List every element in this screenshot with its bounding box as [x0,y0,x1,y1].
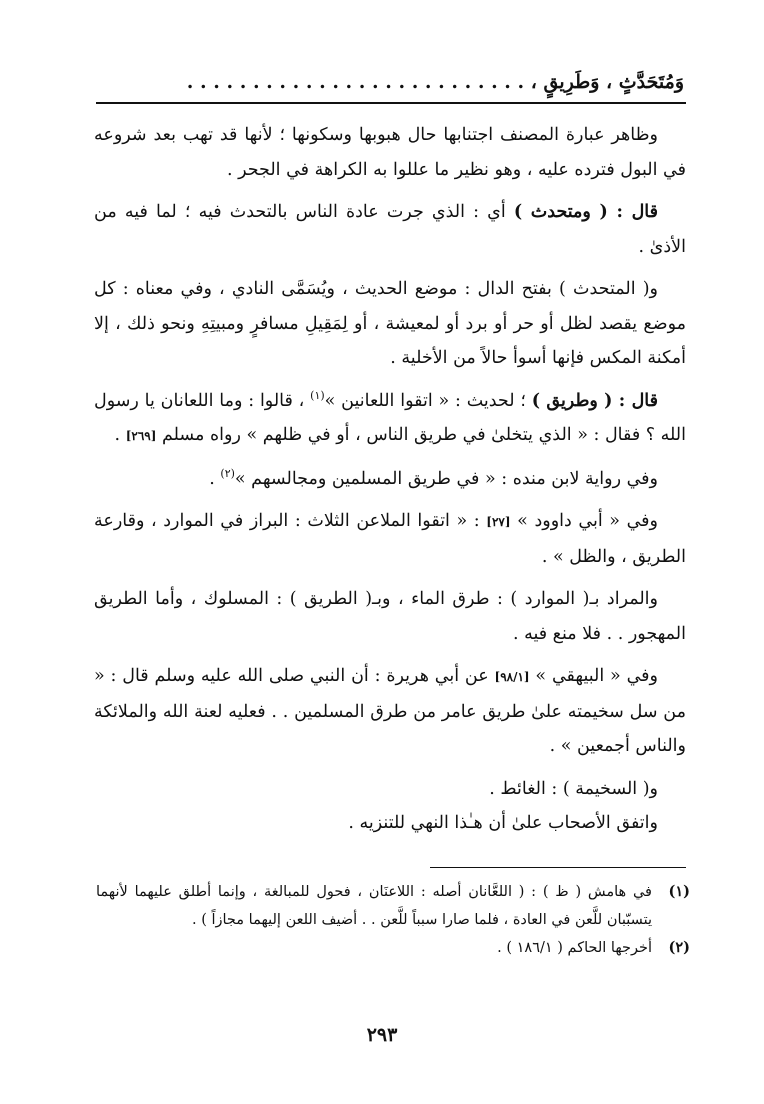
hadith-citation: [٢٧] [486,515,511,529]
main-text [94,118,686,841]
paragraph-10: واتفق الأصحاب علىٰ أن هـٰذا النهي للتنزيه . [348,813,658,833]
footnote-rule [430,867,686,868]
paragraph-5 [94,462,686,497]
matn-quote: قال : ( وطريق ) [531,390,658,411]
footnote-1 [96,878,690,934]
paragraph-1: وظاهر عبارة المصنف اجتنابها حال هبوبها وسكونها ؛ لأنها قد تهب بعد شروعه في البول فترده عليه ، وهو نظير ما عللوا به الكراهة في الجحر . [94,125,686,180]
commentary-text: : « اتقوا الملاعن الثلاث : البراز في الموارد ، وقارعة الطريق ، والظل » . [94,511,686,567]
footnote-number: (٢) [668,939,690,956]
commentary-text: أي : الذي جرت عادة الناس بالتحدث فيه ؛ لما فيه من الأذىٰ . [94,202,686,257]
hadith-citation: [٢٦٩] [125,429,157,443]
commentary-text: ؛ لحديث : « اتقوا اللعانين » [324,390,532,411]
paragraph-9: و( السخيمة ) : الغائط . [489,778,658,799]
paragraph-8 [94,659,686,764]
footnote-2 [96,934,690,962]
paragraph-4 [94,384,686,454]
commentary-text: ، قالوا : وما اللعانان يا رسول الله ؟ فقال : « الذي يتخلىٰ في طريق الناس ، أو في ظلهم » رواه مسلم [94,390,686,445]
running-header [92,62,684,102]
footnotes [96,878,690,962]
footnote-text: في هامش ( ظ ) : ( اللعَّانان أصله : اللاعنَان ، فحول للمبالغة ، وإنما أطلق عليهما لأنهما يتسبّبان للَّعن في العادة ، فلما صارا سبباً للَّعن . . أضيف اللعن إليهما مجازاً ) . [96,884,652,928]
paragraph-3: و( المتحدث ) بفتح الدال : موضع الحديث ، ويُسَمَّى النادي ، وفي معناه : كل موضع يقصد لظل أو حر أو برد أو لمعيشة ، أو لِمَقِيلِ مسافرٍ ومبيتِهِ ونحو ذلك ، إلا أمكنة المكس فإنها أسوأ حالاً من الأخلية . [94,279,686,368]
footnote-ref-1[interactable]: (١) [310,388,325,402]
commentary-text: . [114,425,126,445]
commentary-text: وفي رواية لابن منده : « في طريق المسلمين ومجالسهم » [234,468,658,489]
running-header-title: وَمُتَحَدَّثٍ ، وَطَرِيقٍ ، . . . . . . . . . . . . . . . . . . . . . . . . . . [186,71,684,93]
hadith-citation: [٩٨/١] [494,670,530,684]
commentary-text: عن أبي هريرة : أن النبي صلى الله عليه وسلم قال : « من سل سخيمته علىٰ طريق عامر من طرق المسلمين . . فعليه لعنة الله والملائكة والناس أجمعين » . [94,666,686,756]
header-rule [96,102,686,104]
commentary-text: وفي « البيهقي » [529,666,658,686]
paragraph-7: والمراد بـ( الموارد ) : طرق الماء ، وبـ( الطريق ) : المسلوك ، وأما الطريق المهجور . . فلا منع فيه . [94,589,686,644]
footnote-number: (١) [668,883,690,900]
commentary-text: وفي « أبي داوود » [510,511,658,531]
paragraph-6 [94,504,686,574]
footnote-text: أخرجها الحاكم ( ١٨٦/١ ) . [497,940,652,956]
matn-quote: قال : ( ومتحدث ) [513,202,658,222]
footnote-ref-2[interactable]: (٢) [220,466,235,480]
paragraph-2 [94,195,686,264]
page-number: ٢٩٣ [366,1024,398,1046]
commentary-text: . [209,468,221,489]
